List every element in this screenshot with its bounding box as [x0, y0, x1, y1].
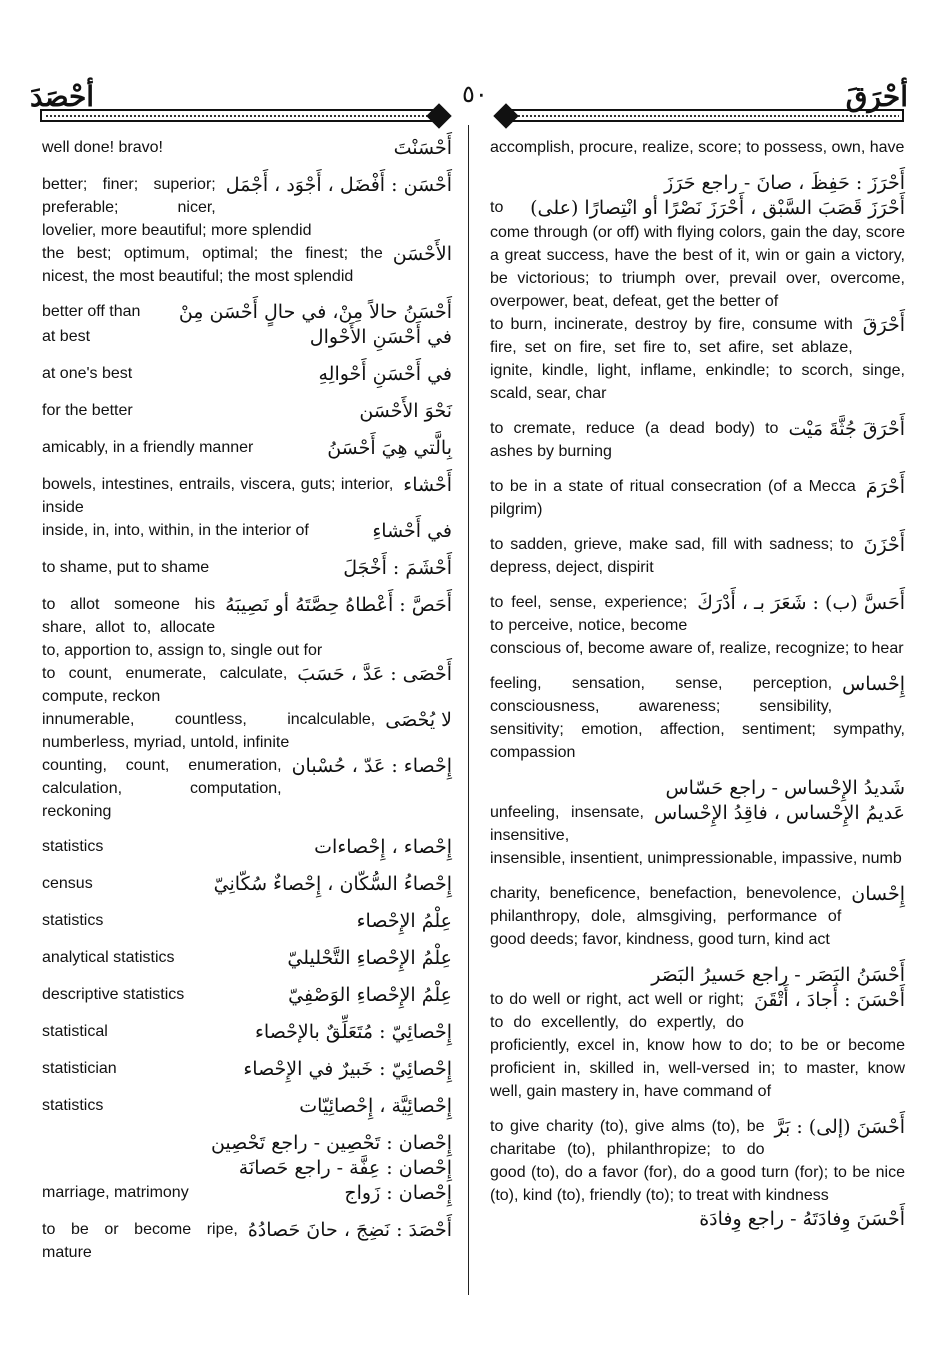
- dictionary-entry: [490, 882, 905, 963]
- dictionary-entry: [490, 988, 905, 1115]
- dictionary-entry: [42, 362, 452, 399]
- dictionary-entry: [42, 1057, 452, 1094]
- english-definition: to sadden, grieve, make sad, fill with sadness; to depress, deject, dispirit: [490, 536, 854, 576]
- header-rule-left: [40, 109, 438, 122]
- arabic-headword: أَحْسَنَ وِفادَتَهُ - راجع وِفادَة: [699, 1208, 905, 1230]
- dictionary-entry: [490, 591, 905, 672]
- dictionary-entry: [42, 136, 452, 173]
- dictionary-entry: [42, 436, 452, 473]
- english-definition: to cremate, reduce (a dead body) to ashes by burning: [490, 420, 779, 460]
- english-definition: analytical statistics: [42, 949, 175, 966]
- arabic-headword: عِلْمُ الإِحْصاءِ التَّحْليليّ: [287, 947, 452, 969]
- english-definition: well done! bravo!: [42, 139, 163, 156]
- arabic-headword: إِحْصائِيّ : خَبيرٌ في الإِحْصاء: [243, 1058, 452, 1080]
- arabic-headword: إِحْصاء : عَدّ ، حُسْبان: [291, 755, 452, 777]
- dictionary-entry: [42, 1020, 452, 1057]
- english-definition: to give charity (to), give alms (to), be charitabe (to), philanthropize; to do good (to), do a favor (for), do a good turn (for); to be nice (to), kind (to), friendly (to); to treat with kindness: [490, 1118, 905, 1204]
- english-definition: at best: [42, 328, 91, 345]
- arabic-headword: أَحْصَى : عَدَّ ، حَسَبَ: [297, 663, 452, 685]
- english-definition: descriptive statistics: [42, 986, 185, 1003]
- english-definition: to do well or right, act well or right; to do excellently, do expertly, do proficiently, excel in, know how to do; to be or become proficient in, skilled in, well-versed in; to master, know well, gain mastery in, have command of: [490, 991, 905, 1100]
- arabic-headword: إِحْصائِيَّة ، إِحْصائِيّات: [299, 1095, 452, 1117]
- english-definition: amicably, in a friendly manner: [42, 439, 254, 456]
- arabic-headword: أَحْرَزَ قَصَبَ السَّبْق ، أَحْرَزَ نَصْرًا أو انْتِصارًا (على): [530, 197, 905, 219]
- arabic-headword: عَديمُ الإِحْساس ، فاقِدُ الإِحْساس: [653, 802, 905, 824]
- arabic-headword: إِحْسان: [851, 883, 905, 905]
- right-column: [490, 136, 905, 1232]
- arabic-headword: إِحْصاء ، إِحْصاءات: [314, 836, 452, 858]
- dictionary-entry: [490, 801, 905, 882]
- dictionary-entry: [42, 242, 452, 300]
- english-definition: to be or become ripe, mature: [42, 1221, 238, 1261]
- dictionary-entry: [490, 196, 905, 313]
- arabic-headword: إِحْصان : زَواج: [344, 1182, 452, 1204]
- arabic-headword: أَحَسَّ (ب) : شَعَرَ بـ ، أَدْرَكَ: [697, 592, 905, 614]
- english-definition: to count, enumerate, calculate, compute, reckon: [42, 665, 288, 705]
- arabic-headword: في أَحْشاءِ: [372, 520, 452, 542]
- english-definition: to be in a state of ritual consecration (of a Mecca pilgrim): [490, 478, 856, 518]
- english-definition: counting, count, enumeration, calculation, computation, reckoning: [42, 757, 282, 820]
- english-definition: innumerable, countless, incalculable, numberless, myriad, untold, infinite: [42, 711, 376, 751]
- english-definition: statistics: [42, 1097, 104, 1114]
- dictionary-entry: [490, 963, 905, 988]
- dictionary-entry: [42, 173, 452, 242]
- ornament-diamond: [493, 103, 518, 128]
- english-definition: to feel, sense, experience; to perceive, notice, become conscious of, become aware of, realize, recognize; to hear: [490, 594, 904, 657]
- english-definition: census: [42, 875, 93, 892]
- arabic-headword: أَحْزَنَ: [863, 534, 905, 556]
- arabic-headword: بِالَّتي هِيَ أَحْسَنُ: [327, 437, 452, 459]
- arabic-headword: أَحَصَّ : أَعْطاهُ حِصَّتَهُ أو نَصِيبَهُ: [225, 594, 452, 616]
- dictionary-entry: [42, 946, 452, 983]
- arabic-headword: عِلْمُ الإِحْصاء: [356, 910, 452, 932]
- english-definition: accomplish, procure, realize, score; to possess, own, have: [490, 139, 905, 156]
- arabic-headword: الأَحْسَن: [392, 243, 452, 265]
- arabic-headword: أَحْسَنَ (إلى) : بَرَّ: [774, 1116, 905, 1138]
- arabic-headword: لا يُحْصَى: [385, 709, 452, 731]
- english-definition: inside, in, into, within, in the interior of: [42, 522, 309, 539]
- dictionary-entry: [42, 325, 452, 362]
- arabic-headword: عِلْمُ الإِحْصاءِ الوَصْفِيّ: [288, 984, 452, 1006]
- english-definition: unfeeling, insensate, insensitive, insensible, insentient, unimpressionable, impassive, numb: [490, 804, 902, 867]
- english-definition: feeling, sensation, sense, perception, consciousness, awareness; sensibility, sensitivity; emotion, affection, sentiment; sympathy, compassion: [490, 675, 905, 761]
- arabic-headword: أَحْشَمَ : أَخْجَلَ: [343, 557, 452, 579]
- dictionary-entry: [490, 313, 905, 417]
- dictionary-entry: [42, 1131, 452, 1156]
- dictionary-entry: [490, 136, 905, 171]
- dictionary-entry: [42, 300, 452, 325]
- dictionary-entry: [42, 399, 452, 436]
- english-definition: statistical: [42, 1023, 108, 1040]
- english-definition: better off than: [42, 303, 141, 320]
- english-definition: statistics: [42, 912, 104, 929]
- arabic-headword: أَحْسَنْتَ: [393, 137, 452, 159]
- dictionary-entry: [42, 473, 452, 519]
- dictionary-entry: [42, 662, 452, 708]
- dictionary-entry: [490, 776, 905, 801]
- english-definition: the best; optimum, optimal; the finest; the nicest, the most beautiful; the most splendid: [42, 245, 383, 285]
- arabic-headword: في أَحْسَنِ أَحْوالِهِ: [318, 363, 452, 385]
- header-rule-right: [508, 109, 904, 122]
- dictionary-entry: [490, 1115, 905, 1207]
- dictionary-entry: [490, 475, 905, 533]
- arabic-headword: أَحْسَنُ حالاً مِنْ، في حالٍ أَحْسَن مِنْ: [178, 301, 452, 323]
- arabic-headword: أَحْشاء: [403, 474, 452, 496]
- arabic-headword: في أَحْسَنِ الأَحْوال: [309, 326, 452, 348]
- arabic-headword: أَحْسَنَ : أَجادَ ، أَتْقَنَ: [753, 989, 905, 1011]
- dictionary-entry: [490, 533, 905, 591]
- english-definition: for the better: [42, 402, 133, 419]
- dictionary-entry: [490, 171, 905, 196]
- english-definition: charity, beneficence, benefaction, benevolence, philanthropy, dole, almsgiving, performance of good deeds; favor, kindness, good turn, kind act: [490, 885, 842, 948]
- dictionary-entry: [42, 593, 452, 662]
- dictionary-entry: [490, 1207, 905, 1232]
- column-divider: [468, 125, 469, 1295]
- arabic-headword: شَديدُ الإِحْساس - راجع حَسّاس: [665, 777, 905, 799]
- arabic-headword: أَحْسَن : أَفْضَل ، أَجْوَد ، أَجْمَل: [225, 174, 452, 196]
- dictionary-entry: [42, 1181, 452, 1218]
- arabic-headword: إِحْصائِيّ : مُتَعَلِّقٌ بالإحْصاء: [254, 1021, 452, 1043]
- arabic-headword: أَحْسَنُ البَصَر - راجع حَسيرُ البَصَر: [651, 964, 905, 986]
- arabic-headword: إِحْصاءُ السُّكّان ، إِحْصاءٌ سُكّانِيّ: [213, 873, 452, 895]
- dictionary-entry: [42, 708, 452, 754]
- dictionary-entry: [42, 909, 452, 946]
- arabic-headword: إِحْصان : تَحْصِين - راجع تَحْصِين: [210, 1132, 452, 1154]
- english-definition: at one's best: [42, 365, 133, 382]
- english-definition: statistics: [42, 838, 104, 855]
- english-definition: to come through (or off) with flying colors, gain the day, score a great success, have the best of it, win or gain a victory, be victorious; to triumph over, prevail over, overcome, overpower, beat, defeat, get the better of: [490, 199, 905, 310]
- guide-word-left: أحْصَدَ: [30, 80, 95, 113]
- arabic-headword: نَحْوَ الأَحْسَن: [359, 400, 452, 422]
- dictionary-entry: [42, 1218, 452, 1264]
- guide-word-right: أحْرَقَ: [845, 80, 908, 113]
- dictionary-entry: [42, 754, 452, 835]
- dictionary-entry: [42, 1094, 452, 1131]
- dictionary-entry: [42, 556, 452, 593]
- arabic-headword: إِحْساس: [842, 673, 905, 695]
- dictionary-entry: [42, 1156, 452, 1181]
- arabic-headword: إِحْصان : عِفَّة - راجع حَصانَة: [238, 1157, 452, 1179]
- arabic-headword: أَحْرَقَ جُثَّةَ مَيْت: [788, 418, 905, 440]
- arabic-headword: أَحْرَمَ: [865, 476, 905, 498]
- english-definition: to shame, put to shame: [42, 559, 210, 576]
- english-definition: bowels, intestines, entrails, viscera, guts; interior, inside: [42, 476, 394, 516]
- dictionary-entry: [490, 417, 905, 475]
- dictionary-entry: [42, 519, 452, 556]
- english-definition: better; finer; superior; preferable; nicer, lovelier, more beautiful; more splendid: [42, 176, 312, 239]
- english-definition: to allot someone his share, allot to, allocate to, apportion to, assign to, single out for: [42, 596, 323, 659]
- dictionary-entry: [42, 872, 452, 909]
- page-number: ٥٠: [462, 80, 488, 108]
- english-definition: statistician: [42, 1060, 117, 1077]
- arabic-headword: أَحْصَدَ : نَضِجَ ، حانَ حَصادُهُ: [247, 1219, 452, 1241]
- arabic-headword: أَحْرَزَ : حَفِظَ ، صانَ - راجع حَرَزَ: [664, 172, 905, 194]
- left-column: [42, 136, 452, 1264]
- dictionary-entry: [42, 835, 452, 872]
- english-definition: to burn, incinerate, destroy by fire, consume with fire, set on fire, set fire to, set afire, set ablaze, ignite, kindle, light, inflame, enkindle; to scorch, singe, scald, sear, char: [490, 316, 905, 402]
- dictionary-entry: [490, 672, 905, 776]
- english-definition: marriage, matrimony: [42, 1184, 189, 1201]
- arabic-headword: أَحْرَقَ: [862, 314, 905, 336]
- dictionary-entry: [42, 983, 452, 1020]
- ornament-diamond: [426, 103, 451, 128]
